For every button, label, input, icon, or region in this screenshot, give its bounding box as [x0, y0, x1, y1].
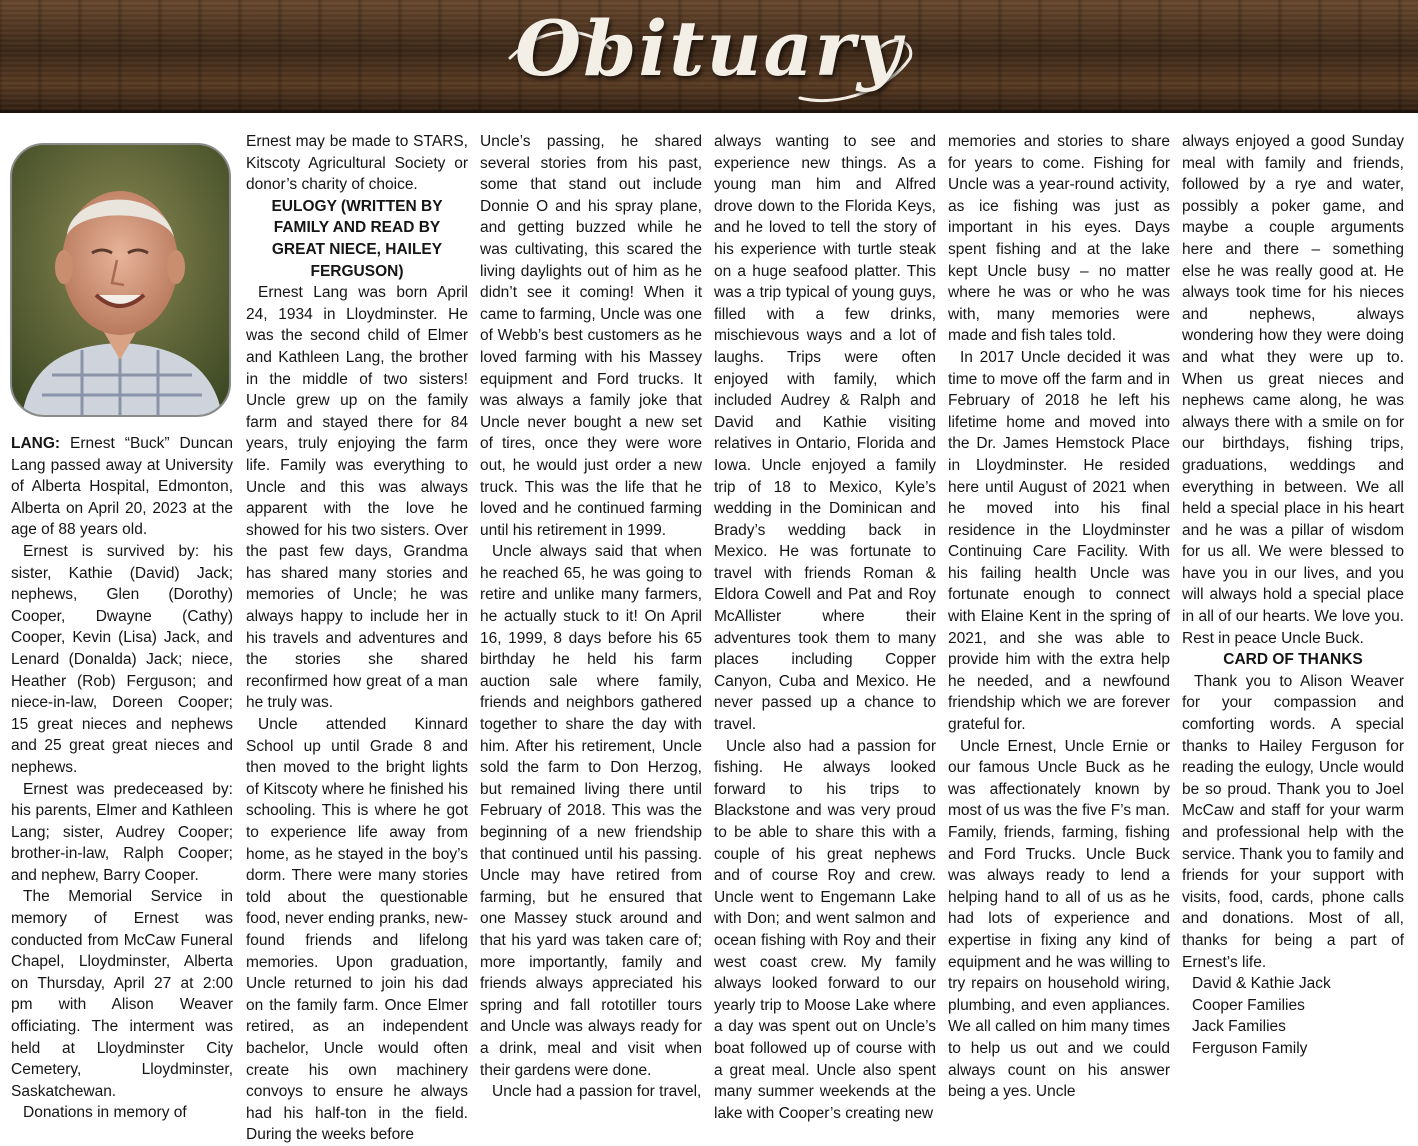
signature-line: Ferguson Family: [1192, 1039, 1308, 1057]
survived-by-paragraph: Ernest is survived by: his sister, Kathie (David) Jack; nephews, Glen (Dorothy) Cooper, Dwayne (Cathy) Cooper, Kevin (Lisa) Jack, and Lenard (Donalda) Jack; niece, Heather (Rob) Ferguson; and niece-in-law, Doreen Cooper; 15 great nieces and nephews and 25 great great nieces and nephews.: [11, 542, 233, 776]
eulogy-paragraph-2: Uncle attended Kinnard School up until Grade 8 and then moved to the bright lights of Kitscoty where he finished his schooling. This is where he got to experience life away from home, as he stayed in the boy’s dorm. There were many stories told about the questionable food, never ending pranks, new-found friends and lifelong memories. Upon graduation, Uncle returned to join his dad on the family farm. Once Elmer retired, as an independent bachelor, Uncle would often create his own machinery convoys to ensure he always had his half-ton in the field. During the weeks before: [246, 716, 468, 1144]
article-column-6: [1182, 131, 1404, 1060]
obituary-banner: [0, 0, 1418, 113]
article-column-4: [714, 131, 936, 1124]
donations-continued-paragraph: Ernest may be made to STARS, Kitscoty Agricultural Society or donor’s charity of choice.: [246, 133, 468, 194]
eulogy-paragraph-9: In 2017 Uncle decided it was time to move off the farm and in February of 2018 he left his lifetime home and moved into the Dr. James Hemstock Place in Lloydminster. He resided here until August of 2021 when he moved into his final residence in the Lloydminster Continuing Care Facility. With his failing health Uncle was fortunate enough to connect with Elaine Kent in the spring of 2021, and she was able to provide him with the extra help he needed, and a newfound friendship which we are forever grateful for.: [948, 348, 1170, 734]
eulogy-paragraph-1: Ernest Lang was born April 24, 1934 in Lloydminster. He was the second child of Elmer and Kathleen Lang, the brother in the middle of two sisters! Uncle grew up on the family farm and stayed there for 84 years, truly enjoying the farm life. Family was everything to Uncle and this was always apparent with the love he showed for his two sisters. Over the past few days, Grandma has shared many stories and memories of Uncle; he was always happy to include her in his travels and adventures and the stories she shared reconfirmed how great of a man he truly was.: [246, 284, 468, 712]
signature-line: Jack Families: [1192, 1018, 1286, 1036]
eulogy-paragraph-8: memories and stories to share for years to come. Fishing for Uncle was a year-round activity, as ice fishing was just as important in his eyes. Days spent fishing and at the lake kept Uncle busy – no matter where he was or who he was with, many memories were made and fish tales told.: [948, 133, 1170, 345]
article-column-3: [480, 131, 702, 1103]
donations-paragraph: Donations in memory of: [23, 1104, 187, 1122]
eulogy-paragraph-7: Uncle also had a passion for fishing. He always looked forward to his trips to Blackstone and was very proud to be able to share this with a couple of his great nephews and of course Roy and crew. Uncle went to Engemann Lake with Don; and went salmon and ocean fishing with Roy and their west coast crew. My family always looked forward to our yearly trip to Moose Lake where a day was spent out on Uncle’s boat followed up of course with a great meal. Uncle also spent many summer weekends at the lake with Cooper’s creating new: [714, 737, 936, 1122]
obituary-body: [0, 113, 1418, 1144]
death-notice-text: Ernest “Buck” Duncan Lang passed away at University of Alberta Hospital, Edmonton, Alberta on April 20, 2023 at the age of 88 years old.: [11, 435, 233, 539]
death-notice-paragraph: [11, 433, 233, 541]
eulogy-paragraph-4: Uncle always said that when he reached 65, he was going to retire and unlike many farmers, he actually stuck to it! On April 16, 1999, 8 days before his 65 birthday he held his farm auction sale where family, friends and neighbors gathered together to share the day with him. After his retirement, Uncle sold the farm to Don Herzog, but remained living there until February of 2018. This was the beginning of a new friendship that continued until his passing. Uncle may have retired from farming, but he ensured that one Massey stuck around and that his yard was taken care of; more importantly, family and friends always appreciated his spring and fall rototiller tours and Uncle was always ready for a drink, meal and visit when their gardens were done.: [480, 543, 702, 1079]
memorial-service-paragraph: The Memorial Service in memory of Ernest was conducted from McCaw Funeral Chapel, Lloydminster, Alberta on Thursday, April 27 at 2:00 pm with Alison Weaver officiating. The interment was held at Lloydminster City Cemetery, Lloydminster, Saskatchewan.: [11, 888, 233, 1100]
eulogy-paragraph-6: always wanting to see and experience new things. As a young man him and Alfred drove down to the Florida Keys, and he loved to tell the story of his experience with turtle steak on a huge seafood platter. This was a trip typical of young guys, filled with a few drinks, mischievous ways and a lot of laughs. Trips were often enjoyed with family, which included Audrey & Ralph and David and Kathie visiting relatives in Ontario, Florida and Iowa. Uncle enjoyed a family trip of 18 to Mexico, Kyle’s wedding in the Dominican and Brady’s wedding back in Mexico. He was fortunate to travel with friends Roman & Eldora Cowell and Pat and Roy McAllister where their adventures took them to many places including Copper Canyon, Cuba and Mexico. He never passed up a chance to travel.: [714, 133, 936, 734]
portrait-photo: [10, 143, 231, 417]
surname-label: LANG:: [11, 435, 61, 452]
eulogy-heading: EULOGY (WRITTEN BY FAMILY AND READ BY GREAT NIECE, HAILEY FERGUSON): [271, 197, 443, 280]
article-column-5: [948, 131, 1170, 1103]
signature-line: Cooper Families: [1192, 996, 1305, 1014]
eulogy-paragraph-11: always enjoyed a good Sunday meal with family and friends, followed by a rye and water, possibly a poker game, and maybe a couple arguments here and there – something else he was really good at. He always took time for his nieces and nephews, always wondering how they were doing and what they were up to. When us great nieces and nephews came along, he was always there with a smile on for our birthdays, fishing trips, graduations, weddings and everything in between. We all held a special place in his heart and he was a pillar of wisdom for us all. We were blessed to have you in our lives, and you will always hold a special place in all of our hearts. We love you. Rest in peace Uncle Buck.: [1182, 133, 1404, 647]
predeceased-paragraph: Ernest was predeceased by: his parents, Elmer and Kathleen Lang; sister, Audrey Cooper; brother-in-law, Ralph Cooper; and nephew, Barry Cooper.: [11, 780, 233, 884]
article-column-1: [11, 433, 233, 1124]
eulogy-paragraph-5: Uncle had a passion for travel,: [492, 1083, 702, 1101]
portrait-photo-icon: [12, 145, 229, 415]
eulogy-paragraph-10: Uncle Ernest, Uncle Ernie or our famous Uncle Buck as he was affectionately known by most of us was the five F’s man. Family, friends, farming, fishing and Ford Trucks. Uncle Buck was always ready to lend a helping hand to all of us as he had lots of experience and expertise in fixing any kind of equipment and he was willing to try repairs on household wiring, plumbing, and even appliances. We all called on him many times to help us out and we could always count on his answer being a yes. Uncle: [948, 737, 1170, 1101]
page-title: Obituary: [514, 4, 904, 93]
card-of-thanks-heading: CARD OF THANKS: [1223, 651, 1363, 669]
article-column-2: [246, 131, 468, 1146]
signature-line: David & Kathie Jack: [1192, 975, 1331, 993]
thanks-paragraph: Thank you to Alison Weaver for your compassion and comforting words. A special thanks to Hailey Ferguson for reading the eulogy, Uncle would be so proud. Thank you to Joel McCaw and staff for your warm and professional help with the service. Thank you to family and friends for your support with visits, food, cards, phone calls and donations. Most of all, thanks for being a part of Ernest’s life.: [1182, 672, 1404, 971]
eulogy-paragraph-3: Uncle’s passing, he shared several stories from his past, some that stand out include Donnie O and his spray plane, and getting buzzed while he was cultivating, this scared the living daylights out of him as he didn’t see it coming! When it came to farming, Uncle was one of Webb’s best customers as he loved farming with his Massey equipment and Ford trucks. It was always a family joke that Uncle never bought a new set of tires, once they were wore out, he would just order a new truck. This was the life that he loved and he continued farming until his retirement in 1999.: [480, 133, 702, 539]
